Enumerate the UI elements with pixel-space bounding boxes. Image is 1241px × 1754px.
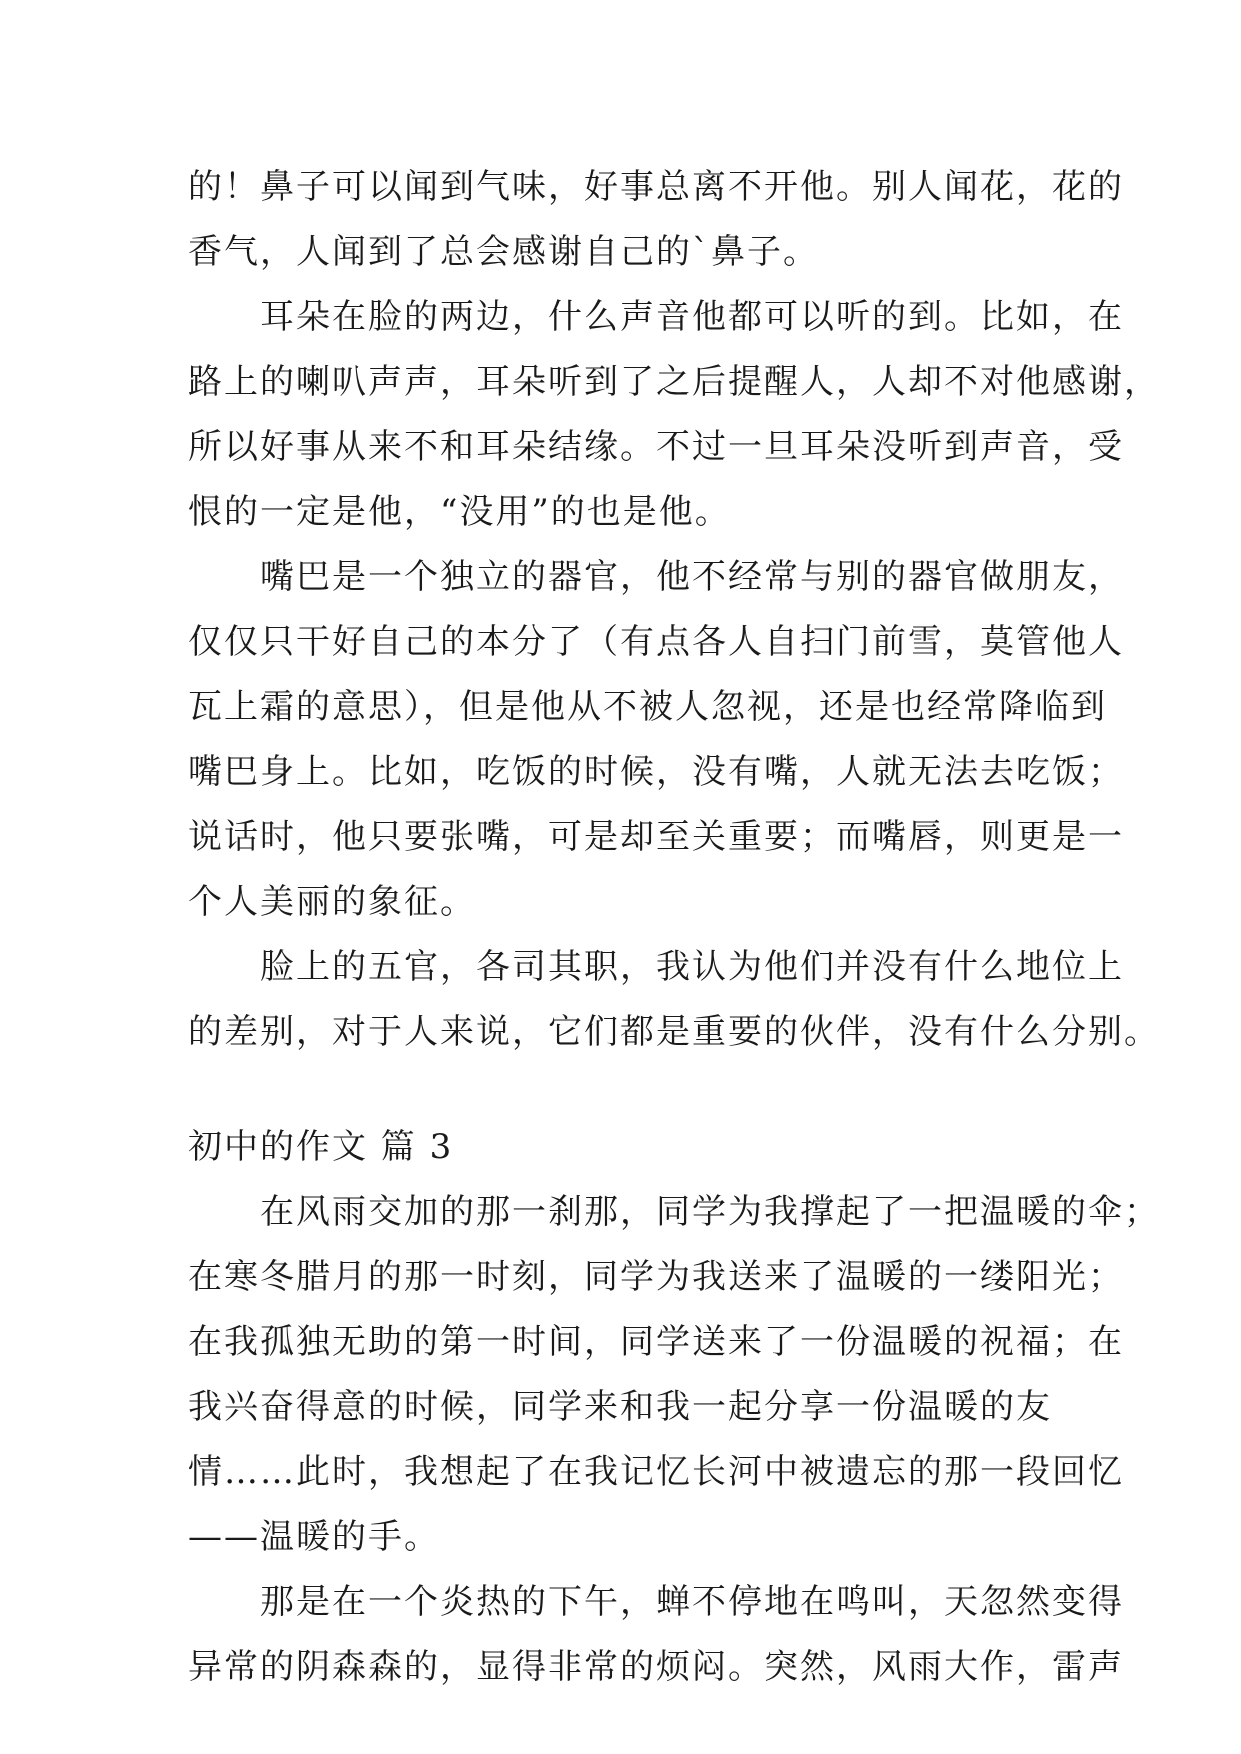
text-line: 的！鼻子可以闻到气味，好事总离不开他。别人闻花，花的 [188,167,1124,207]
document-body [188,155,1160,1700]
text-line: 异常的阴森森的，显得非常的烦闷。突然，风雨大作，雷声 [188,1647,1124,1687]
text-line: 情……此时，我想起了在我记忆长河中被遗忘的那一段回忆 [188,1452,1124,1492]
text-line: 在寒冬腊月的那一时刻，同学为我送来了温暖的一缕阳光； [188,1257,1124,1297]
paragraph [188,545,1124,935]
text-line: 脸上的五官，各司其职，我认为他们并没有什么地位上 [188,947,1124,987]
text-line: 嘴巴身上。比如，吃饭的时候，没有嘴，人就无法去吃饭； [188,752,1124,792]
text-line: 那是在一个炎热的下午，蝉不停地在鸣叫，天忽然变得 [188,1582,1124,1622]
text-line: 在我孤独无助的第一时间，同学送来了一份温暖的祝福；在 [188,1322,1124,1362]
text-line: 仅仅只干好自己的本分了（有点各人自扫门前雪，莫管他人 [188,622,1124,662]
text-line: 在风雨交加的那一刹那，同学为我撑起了一把温暖的伞； [188,1192,1160,1232]
paragraph [188,285,1160,545]
text-line: 所以好事从来不和耳朵结缘。不过一旦耳朵没听到声音，受 [188,427,1124,467]
text-line: 嘴巴是一个独立的器官，他不经常与别的器官做朋友， [188,557,1124,597]
text-line: 个人美丽的象征。 [188,882,476,922]
text-line: 香气，人闻到了总会感谢自己的`鼻子。 [188,232,819,272]
text-line: 说话时，他只要张嘴，可是却至关重要；而嘴唇，则更是一 [188,817,1124,857]
text-line: 瓦上霜的意思），但是他从不被人忽视，还是也经常降临到 [188,687,1107,727]
text-line: 耳朵在脸的两边，什么声音他都可以听的到。比如，在 [188,297,1124,337]
paragraph [188,155,1124,285]
text-line: 我兴奋得意的时候，同学来和我一起分享一份温暖的友 [188,1387,1052,1427]
text-line: ——温暖的手。 [188,1517,440,1557]
paragraph [188,1180,1160,1570]
paragraph [188,1570,1124,1700]
paragraph [188,935,1160,1065]
text-line: 路上的喇叭声声，耳朵听到了之后提醒人，人却不对他感谢， [188,362,1160,402]
text-line: 恨的一定是他，“没用”的也是他。 [188,492,731,532]
text-line: 的差别，对于人来说，它们都是重要的伙伴，没有什么分别。 [188,1012,1160,1052]
section-spacer [188,1065,1058,1115]
section-heading: 初中的作文 篇 3 [188,1127,454,1167]
